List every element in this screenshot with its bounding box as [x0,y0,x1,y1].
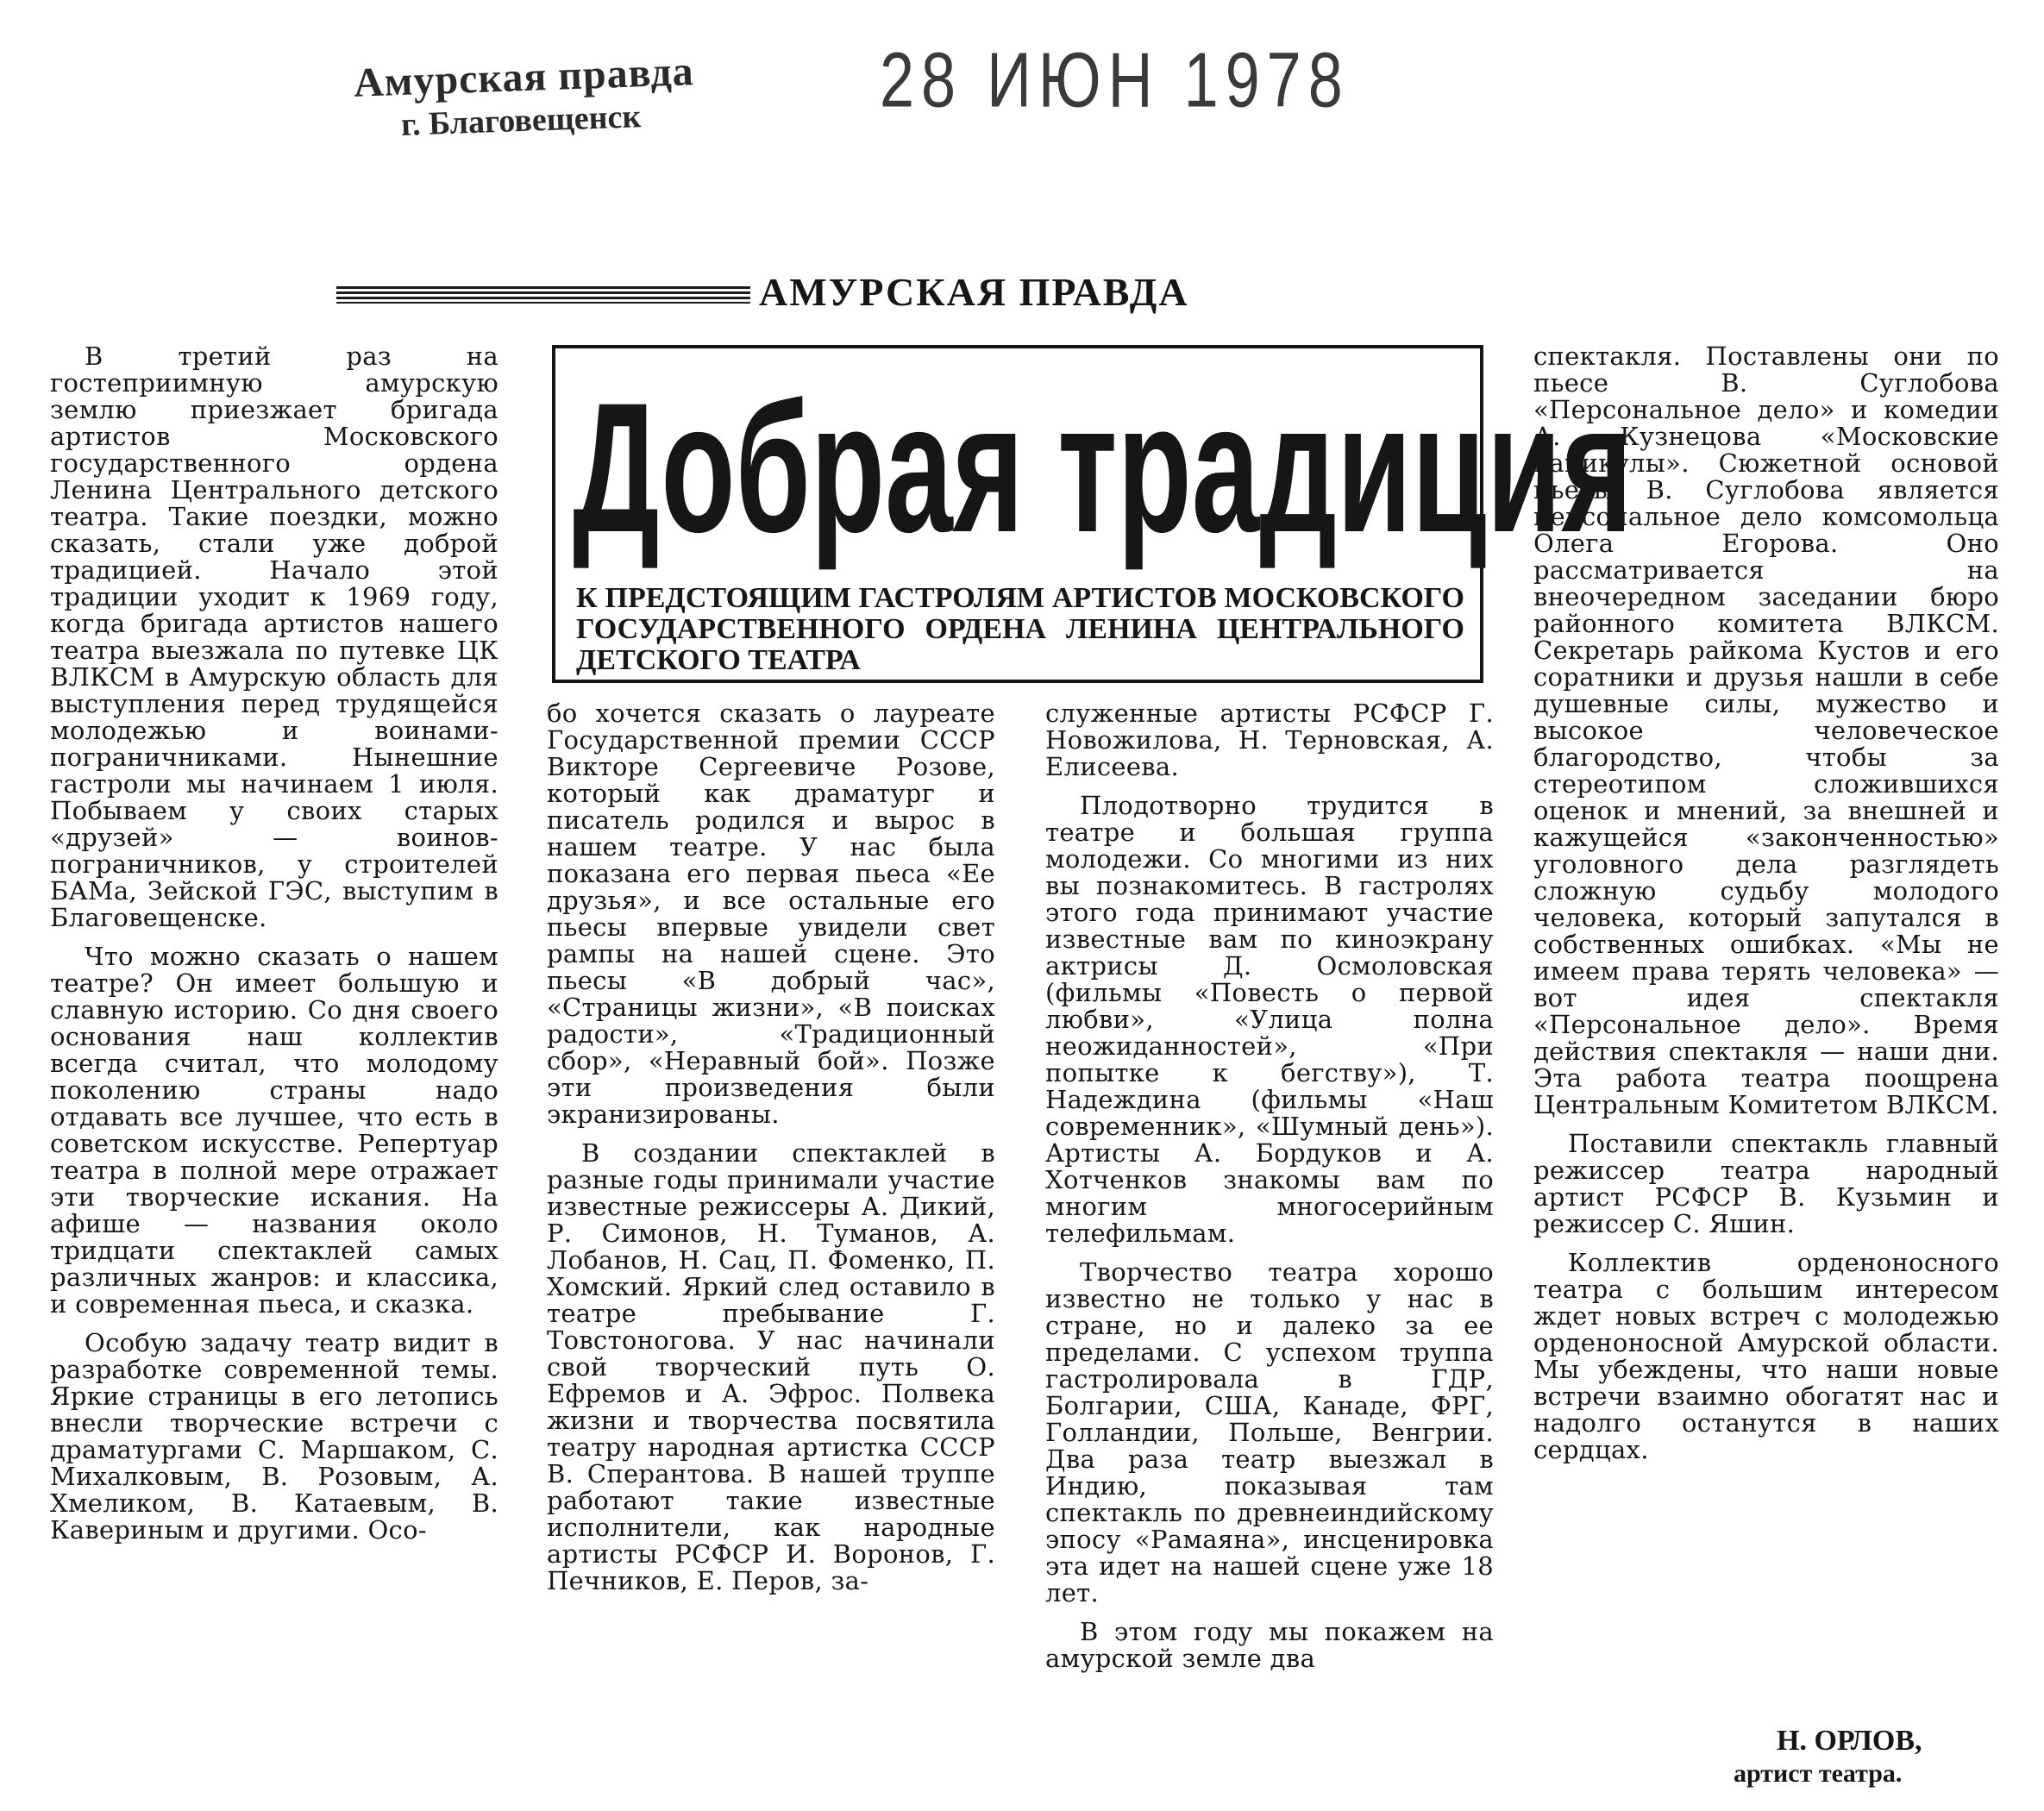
paragraph: Поставили спектакль главный режиссер театра народный артист РСФСР В. Кузьмин и режиссер С. Яшин. [1533,1129,1999,1238]
article-column-1 [50,343,498,1544]
author-name: Н. ОРЛОВ, [1777,1725,1922,1757]
masthead-rule [336,286,750,304]
paragraph: бо хочется сказать о лауреате Государственной премии СССР Викторе Сергеевиче Розове, который как драматург и писатель родился и вырос в нашем театре. У нас была показана его первая пьеса «Ее друзья», и все остальные его пьесы впервые увидели свет рампы на нашей сцене. Это пьесы «В добрый час», «Страницы жизни», «В поисках радости», «Традиционный сбор», «Неравный бой». Позже эти произведения были экранизированы. [547,699,995,1129]
paragraph: служенные артисты РСФСР Г. Новожилова, Н. Терновская, А. Елисеева. [1045,699,1494,781]
paragraph: Что можно сказать о нашем театре? Он имеет большую и славную историю. Со дня своего основания наш коллектив всегда считал, что молодому поколению страны надо отдавать все лучшее, что есть в советском искусстве. Репертуар театра в полной мере отражает эти творческие искания. На афише — названия около тридцати спектаклей самых различных жанров: и классика, и современная пьеса, и сказка. [50,942,498,1319]
article-headline: Добрая традиция [573,365,1633,571]
masthead-title: АМУРСКАЯ ПРАВДА [759,270,1189,314]
stamp-city: г. Благовещенск [400,98,642,143]
paragraph: В третий раз на гостеприимную амурскую землю приезжает бригада артистов Московского государственного ордена Ленина Центрального детского театра. Такие поездки, можно сказать, стали уже доброй традицией. Начало этой традиции уходит к 1969 году, когда бригада артистов нашего театра выезжала по путевке ЦК ВЛКСМ в Амурскую область для выступления перед трудящейся молодежью и воинами-пограничниками. Нынешние гастроли мы начинаем 1 июля. Побываем у своих старых «друзей» — воинов-пограничников, у строителей БАМа, Зейской ГЭС, выступим в Благовещенске. [50,342,498,932]
article-subheadline: К ПРЕДСТОЯЩИМ ГАСТРОЛЯМ АРТИСТОВ МОСКОВСКОГО ГОСУДАРСТВЕННОГО ОРДЕНА ЛЕНИНА ЦЕНТРАЛЬНОГО ДЕТСКОГО ТЕАТРА [576,582,1464,676]
article-column-2 [547,700,995,1595]
paragraph: Коллектив орденоносного театра с большим интересом ждет новых встреч с молодежью орденоносной Амурской области. Мы убеждены, что наши новые встречи взаимно обогатят нас и надолго останутся в наших сердцах. [1533,1248,1999,1464]
paragraph: Особую задачу театр видит в разработке современной темы. Яркие страницы в его летопись внесли творческие встречи с драматургами С. Маршаком, С. Михалковым, В. Розовым, А. Хмеликом, В. Катаевым, В. Кавериным и другими. Осо- [50,1328,498,1545]
article-column-3 [1045,700,1494,1672]
paragraph: В этом году мы покажем на амурской земле два [1045,1617,1494,1673]
stamp-date: 28 ИЮН 1978 [880,37,1350,124]
paragraph: спектакля. Поставлены они по пьесе В. Суглобова «Персональное дело» и комедии А. Кузнецова «Московские каникулы». Сюжетной основой пьесы В. Суглобова является персональное дело комсомольца Олега Егорова. Оно рассматривается на внеочередном заседании бюро районного комитета ВЛКСМ. Секретарь райкома Кустов и его соратники и друзья нашли в себе душевные силы, мужество и высокое человеческое благородство, чтобы за стереотипом сложившихся оценок и мнений, за внешней и кажущейся «законченностью» уголовного дела разглядеть сложную судьбу молодого человека, который запутался в собственных ошибках. «Мы не имеем права терять человека» — вот идея спектакля «Персональное дело». Время действия спектакля — наши дни. Эта работа театра поощрена Центральным Комитетом ВЛКСМ. [1533,342,1999,1119]
article-column-4 [1533,343,1999,1463]
stamp-newspaper-name: Амурская правда [353,48,695,106]
paragraph: Плодотворно трудится в театре и большая группа молодежи. Со многими из них вы познакомитесь. В гастролях этого года принимают участие известные вам по киноэкрану актрисы Д. Осмоловская (фильмы «Повесть о первой любви», «Улица полна неожиданностей», «При попытке к бегству»), Т. Надеждина (фильмы «Наш современник», «Шумный день»). Артисты А. Бордуков и А. Хотченков знакомы вам по многим многосерийным телефильмам. [1045,791,1494,1248]
author-role: артист театра. [1734,1759,1903,1788]
paragraph: Творчество театра хорошо известно не только у нас в стране, но и далеко за ее пределами. С успехом труппа гастролировала в ГДР, Болгарии, США, Канаде, ФРГ, Голландии, Польше, Венгрии. Два раза театр выезжал в Индию, показывая там спектакль по древнеиндийскому эпосу «Рамаяна», инсценировка эта идет на нашей сцене уже 18 лет. [1045,1257,1494,1607]
headline-box [552,345,1633,683]
masthead [336,269,1276,321]
paragraph: В создании спектаклей в разные годы принимали участие известные режиссеры А. Дикий, Р. Симонов, Н. Туманов, А. Лобанов, Н. Сац, П. Фоменко, П. Хомский. Яркий след оставило в театре пребывание Г. Товстоногова. У нас начинали свой творческий путь О. Ефремов и А. Эфрос. Полвека жизни и творчества посвятила театру народная артистка СССР В. Сперантова. В нашей труппе работают такие известные исполнители, как народные артисты РСФСР И. Воронов, Г. Печников, Е. Перов, за- [547,1138,995,1595]
